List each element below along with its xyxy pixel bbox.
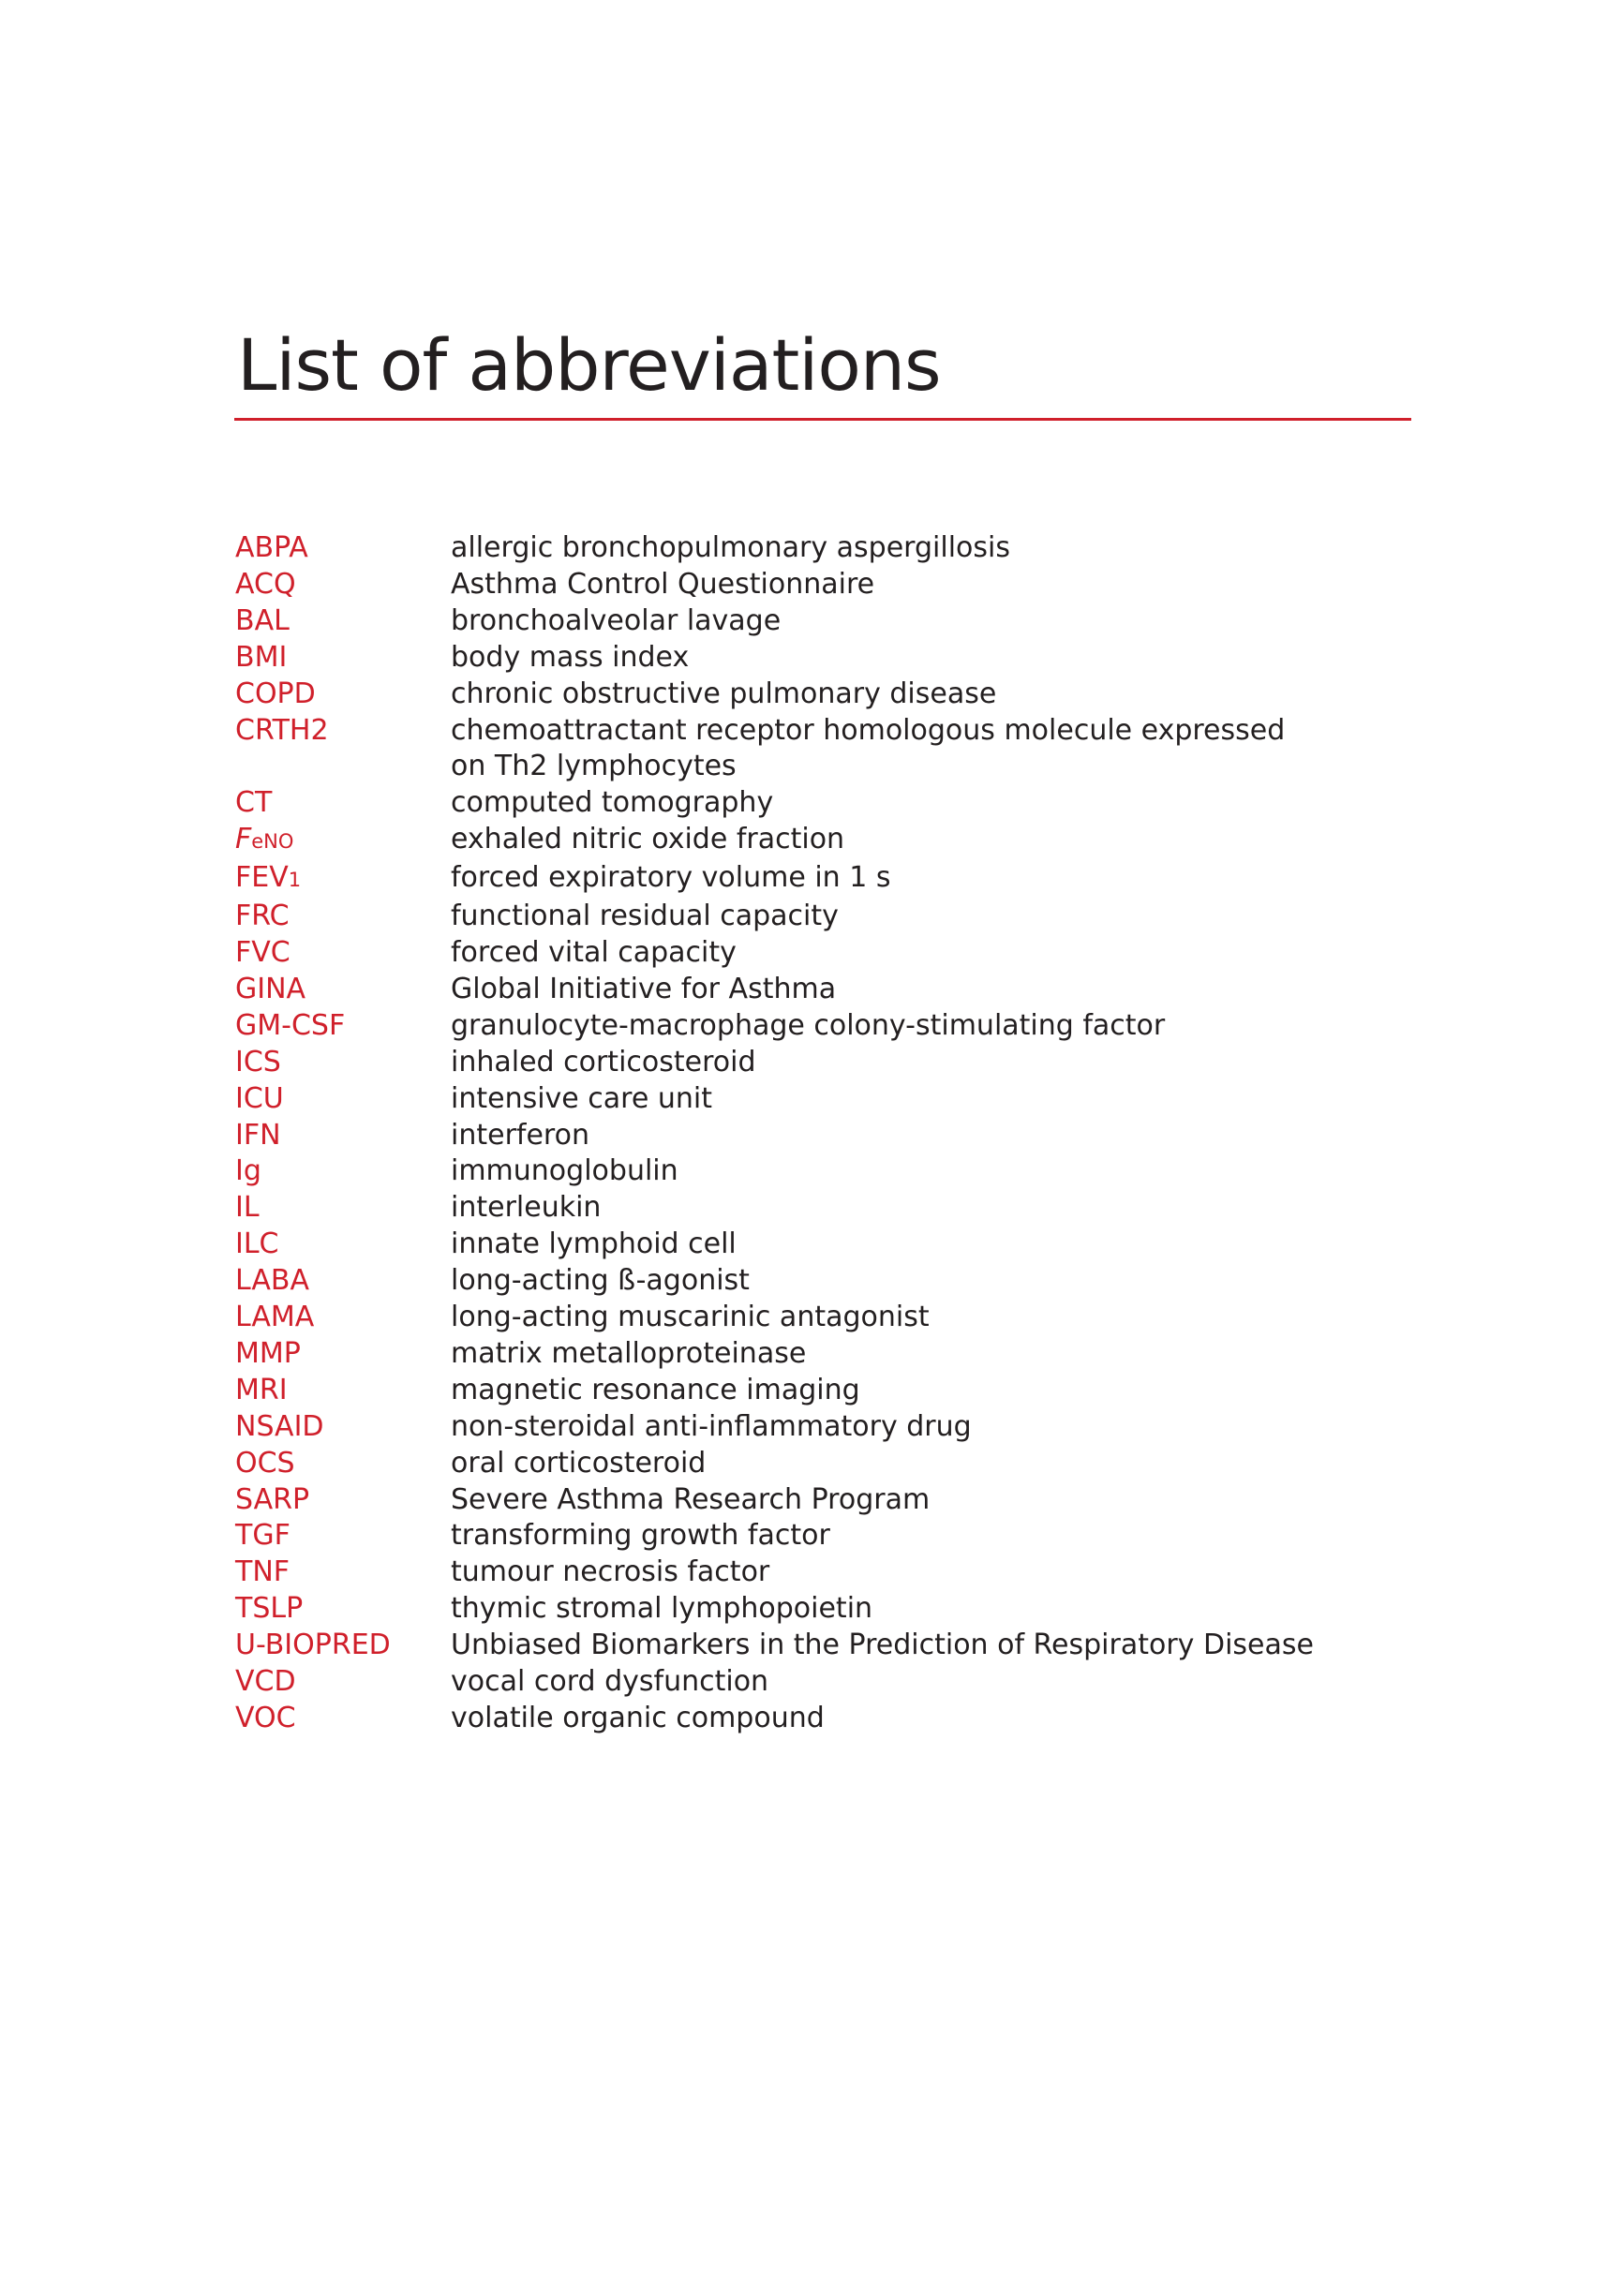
abbreviation-definition: intensive care unit (451, 1081, 712, 1115)
term-main: F (235, 823, 252, 856)
abbreviation-definition: matrix metalloproteinase (451, 1336, 807, 1370)
abbreviation-row-lama (235, 1300, 1453, 1336)
definition-line-continued: on Th2 lymphocytes (451, 750, 737, 783)
abbreviation-definition: transforming growth factor (451, 1519, 830, 1553)
abbreviation-definition: immunoglobulin (451, 1154, 678, 1188)
abbreviation-term: CT (235, 786, 273, 820)
abbreviation-row-ifn (235, 1118, 1453, 1154)
abbreviation-row-bal (235, 603, 1453, 640)
abbreviation-definition: oral corticosteroid (451, 1446, 707, 1480)
abbreviation-term: MMP (235, 1336, 301, 1370)
title-divider (234, 418, 1411, 421)
abbreviation-term: U-BIOPRED (235, 1629, 391, 1662)
abbreviation-row-bmi (235, 640, 1453, 677)
abbreviation-term: ILC (235, 1227, 279, 1261)
abbreviation-term: TNF (235, 1555, 291, 1589)
abbreviation-list (235, 530, 1453, 1737)
abbreviation-row-nsaid (235, 1409, 1453, 1446)
abbreviation-row-ocs (235, 1446, 1453, 1482)
abbreviation-definition: innate lymphoid cell (451, 1227, 737, 1261)
abbreviation-row-gm-csf (235, 1008, 1453, 1045)
abbreviation-term: OCS (235, 1446, 295, 1480)
abbreviation-row-fev1 (235, 860, 1453, 899)
abbreviation-term: BMI (235, 640, 288, 674)
abbreviation-definition: inhaled corticosteroid (451, 1045, 756, 1078)
abbreviation-term: IL (235, 1191, 260, 1225)
abbreviation-definition: bronchoalveolar lavage (451, 603, 782, 637)
abbreviation-row-ics (235, 1045, 1453, 1081)
abbreviation-term (235, 822, 451, 860)
abbreviation-definition: Global Initiative for Asthma (451, 972, 837, 1005)
abbreviation-row-il (235, 1190, 1453, 1227)
abbreviation-definition: computed tomography (451, 786, 774, 820)
abbreviation-definition: vocal cord dysfunction (451, 1665, 769, 1699)
abbreviation-definition: granulocyte-macrophage colony-stimulating factor (451, 1008, 1166, 1042)
abbreviation-term: Ig (235, 1154, 261, 1188)
abbreviation-definition: long-acting muscarinic antagonist (451, 1301, 930, 1334)
abbreviation-term: ACQ (235, 567, 296, 601)
abbreviation-row-tslp (235, 1591, 1453, 1628)
abbreviation-term: LAMA (235, 1301, 315, 1334)
abbreviation-row-frc (235, 899, 1453, 935)
abbreviation-term: CRTH2 (235, 713, 329, 747)
abbreviation-row-feno (235, 822, 1453, 860)
abbreviation-row-ct (235, 785, 1453, 822)
abbreviation-term: ICS (235, 1045, 281, 1078)
abbreviation-term: SARP (235, 1482, 310, 1516)
abbreviation-row-sarp (235, 1482, 1453, 1519)
abbreviation-row-tnf (235, 1555, 1453, 1591)
abbreviation-row-tgf (235, 1518, 1453, 1555)
abbreviation-definition: Unbiased Biomarkers in the Prediction of Respiratory Disease (451, 1629, 1314, 1662)
abbreviation-term: NSAID (235, 1409, 324, 1443)
abbreviation-term: GM-CSF (235, 1008, 346, 1042)
term-main: FEV (235, 861, 289, 895)
abbreviation-definition: forced expiratory volume in 1 s (451, 861, 891, 895)
abbreviation-definition (451, 713, 1444, 786)
page-title: List of abbreviations (237, 323, 941, 407)
abbreviation-definition: allergic bronchopulmonary aspergillosis (451, 531, 1010, 564)
abbreviation-definition: functional residual capacity (451, 900, 839, 933)
abbreviation-row-mmp (235, 1336, 1453, 1373)
abbreviation-row-voc (235, 1701, 1453, 1737)
abbreviation-definition: volatile organic compound (451, 1702, 825, 1734)
abbreviation-definition: body mass index (451, 640, 690, 674)
abbreviation-term: VOC (235, 1702, 296, 1734)
abbreviation-term: VCD (235, 1665, 296, 1699)
abbreviation-row-crth2 (235, 713, 1453, 786)
abbreviation-term: TGF (235, 1519, 291, 1553)
abbreviation-definition: tumour necrosis factor (451, 1555, 770, 1589)
abbreviation-term: GINA (235, 972, 306, 1005)
abbreviation-row-ilc (235, 1227, 1453, 1263)
abbreviation-definition: non-steroidal anti-inflammatory drug (451, 1409, 972, 1443)
term-subscript: 1 (288, 869, 302, 892)
abbreviation-term: ICU (235, 1081, 284, 1115)
term-subscript: eNO (251, 830, 294, 854)
abbreviation-definition: exhaled nitric oxide fraction (451, 823, 845, 856)
abbreviation-definition: thymic stromal lymphopoietin (451, 1592, 873, 1626)
abbreviation-term: LABA (235, 1264, 310, 1298)
abbreviation-term: ABPA (235, 531, 308, 564)
abbreviation-term: BAL (235, 603, 290, 637)
abbreviation-definition: long-acting ß-agonist (451, 1264, 750, 1298)
abbreviation-term: COPD (235, 677, 316, 710)
abbreviation-term: MRI (235, 1373, 288, 1406)
abbreviation-term: IFN (235, 1118, 281, 1152)
abbreviation-row-abpa (235, 530, 1453, 567)
abbreviation-row-ig (235, 1153, 1453, 1190)
abbreviation-definition: chronic obstructive pulmonary disease (451, 677, 997, 710)
abbreviation-definition: forced vital capacity (451, 935, 737, 969)
abbreviation-row-u-biopred (235, 1628, 1453, 1664)
definition-line: chemoattractant receptor homologous molecule expressed (451, 713, 1286, 747)
abbreviation-definition: interferon (451, 1118, 589, 1152)
abbreviation-definition: magnetic resonance imaging (451, 1373, 860, 1406)
abbreviation-row-acq (235, 567, 1453, 603)
abbreviation-term: FVC (235, 935, 291, 969)
abbreviation-term: FRC (235, 900, 290, 933)
abbreviation-row-fvc (235, 935, 1453, 972)
abbreviation-row-laba (235, 1263, 1453, 1300)
abbreviation-row-vcd (235, 1664, 1453, 1701)
abbreviation-row-gina (235, 972, 1453, 1008)
abbreviation-definition: Severe Asthma Research Program (451, 1482, 931, 1516)
abbreviation-row-icu (235, 1081, 1453, 1118)
abbreviation-term (235, 860, 451, 899)
abbreviation-term: TSLP (235, 1592, 304, 1626)
abbreviation-row-mri (235, 1373, 1453, 1409)
abbreviation-definition: Asthma Control Questionnaire (451, 567, 875, 601)
abbreviation-definition: interleukin (451, 1191, 602, 1225)
abbreviation-row-copd (235, 677, 1453, 713)
